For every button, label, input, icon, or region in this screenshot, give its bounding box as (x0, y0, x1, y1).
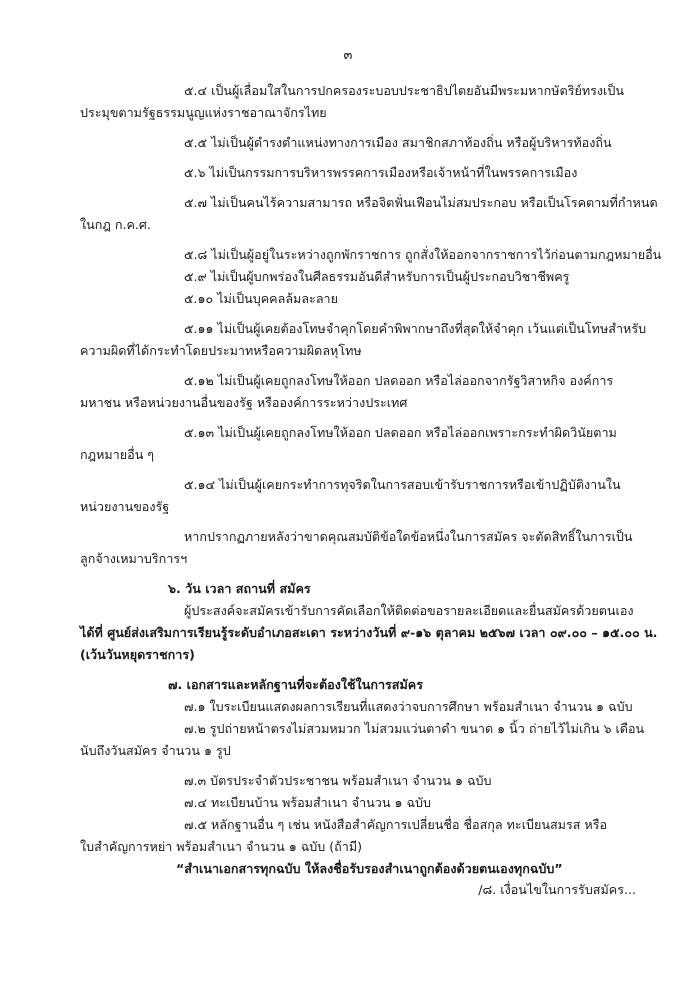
item-5-4-line-1: ๕.๔ เป็นผู้เลื่อมใสในการปกครองระบอบประชาธิปไตยอันมีพระมหากษัตริย์ทรงเป็น (184, 83, 624, 98)
item-5-11-line-1: ๕.๑๑ ไม่เป็นผู้เคยต้องโทษจำคุกโดยคำพิพากษาถึงที่สุดให้จำคุก เว้นแต่เป็นโทษสำหรับ (184, 321, 647, 336)
item-5-7-line-2: ในกฎ ก.ค.ศ. (80, 217, 151, 232)
item-5-7-line-1: ๕.๗ ไม่เป็นคนไร้ความสามารถ หรือจิตฟั่นเฟือนไม่สมประกอบ หรือเป็นโรคตามที่กำหนด (184, 195, 658, 210)
item-7-5-line-1: ๗.๕ หลักฐานอื่น ๆ เช่น หนังสือสำคัญการเปลี่ยนชื่อ ชื่อสกุล ทะเบียนสมรส หรือ (184, 817, 608, 832)
section-6-heading: ๖. วัน เวลา สถานที่ สมัคร (168, 581, 311, 596)
section-7-heading: ๗. เอกสารและหลักฐานที่จะต้องใช้ในการสมัคร (168, 677, 423, 692)
item-5-11-line-2: ความผิดที่ได้กระทำโดยประมาทหรือความผิดลหุโทษ (80, 343, 362, 358)
closing-line-2: ลูกจ้างเหมาบริการฯ (80, 551, 188, 566)
item-5-10: ๕.๑๐ ไม่เป็นบุคคลล้มละลาย (184, 291, 338, 306)
item-7-2-line-2: นับถึงวันสมัคร จำนวน ๑ รูป (80, 743, 231, 758)
item-7-2-line-1: ๗.๒ รูปถ่ายหน้าตรงไม่สวมหมวก ไม่สวมแว่นตาดำ ขนาด ๑ นิ้ว ถ่ายไว้ไม่เกิน ๖ เดือน (184, 721, 645, 736)
item-5-12-line-1: ๕.๑๒ ไม่เป็นผู้เคยถูกลงโทษให้ออก ปลดออก หรือไล่ออกจากรัฐวิสาหกิจ องค์การ (184, 373, 614, 388)
item-7-3: ๗.๓ บัตรประจำตัวประชาชน พร้อมสำเนา จำนวน ๑ ฉบับ (184, 773, 492, 788)
closing-line-1: หากปรากฏภายหลังว่าขาดคุณสมบัติข้อใดข้อหนึ่งในการสมัคร จะตัดสิทธิ์ในการเป็น (184, 529, 633, 544)
item-5-9: ๕.๙ ไม่เป็นผู้บกพร่องในศีลธรรมอันดีสำหรับการเป็นผู้ประกอบวิชาชีพครู (184, 269, 570, 284)
page-number: ๓ (343, 48, 353, 63)
section-6-line-2: ได้ที่ ศูนย์ส่งเสริมการเรียนรู้ระดับอำเภอสะเดา ระหว่างวันที่ ๙-๑๖ ตุลาคม ๒๕๖๗ เวลา ๐๙.๐๐ – ๑๕.๐๐ น. (80, 625, 658, 640)
item-7-4: ๗.๔ ทะเบียนบ้าน พร้อมสำเนา จำนวน ๑ ฉบับ (184, 795, 432, 810)
item-5-12-line-2: มหาชน หรือหน่วยงานอื่นของรัฐ หรือองค์การระหว่างประเทศ (80, 395, 408, 410)
item-5-13-line-2: กฎหมายอื่น ๆ (80, 447, 155, 462)
item-7-5-line-2: ใบสำคัญการหย่า พร้อมสำเนา จำนวน ๑ ฉบับ (ถ้ามี) (80, 839, 363, 854)
continuation-marker: /๘. เงื่อนไขในการรับสมัคร... (478, 882, 636, 897)
item-5-14-line-1: ๕.๑๔ ไม่เป็นผู้เคยกระทำการทุจริตในการสอบเข้ารับราชการหรือเข้าปฏิบัติงานใน (184, 477, 621, 492)
item-7-1: ๗.๑ ใบระเบียนแสดงผลการเรียนที่แสดงว่าจบการศึกษา พร้อมสำเนา จำนวน ๑ ฉบับ (184, 699, 633, 714)
item-5-14-line-2: หน่วยงานของรัฐ (80, 499, 170, 514)
document-body (80, 80, 662, 880)
item-5-8: ๕.๘ ไม่เป็นผู้อยู่ในระหว่างถูกพักราชการ ถูกสั่งให้ออกจากราชการไว้ก่อนตามกฎหมายอื่น (184, 247, 662, 262)
item-5-6: ๕.๖ ไม่เป็นกรรมการบริหารพรรคการเมืองหรือเจ้าหน้าที่ในพรรคการเมือง (184, 165, 578, 180)
section-6-line-3: (เว้นวันหยุดราชการ) (80, 647, 195, 662)
item-5-13-line-1: ๕.๑๓ ไม่เป็นผู้เคยถูกลงโทษให้ออก ปลดออก หรือไล่ออกเพราะกระทำผิดวินัยตาม (184, 425, 617, 440)
item-5-5: ๕.๕ ไม่เป็นผู้ดำรงตำแหน่งทางการเมือง สมาชิกสภาท้องถิ่น หรือผู้บริหารท้องถิ่น (184, 135, 612, 150)
section-6-line-1: ผู้ประสงค์จะสมัครเข้ารับการคัดเลือกให้ติดต่อขอรายละเอียดและยื่นสมัครด้วยตนเอง (184, 603, 634, 618)
item-5-4-line-2: ประมุขตามรัฐธรรมนูญแห่งราชอาณาจักรไทย (80, 105, 327, 120)
certification-note: “สำเนาเอกสารทุกฉบับ ให้ลงชื่อรับรองสำเนาถูกต้องด้วยตนเองทุกฉบับ” (176, 861, 563, 876)
